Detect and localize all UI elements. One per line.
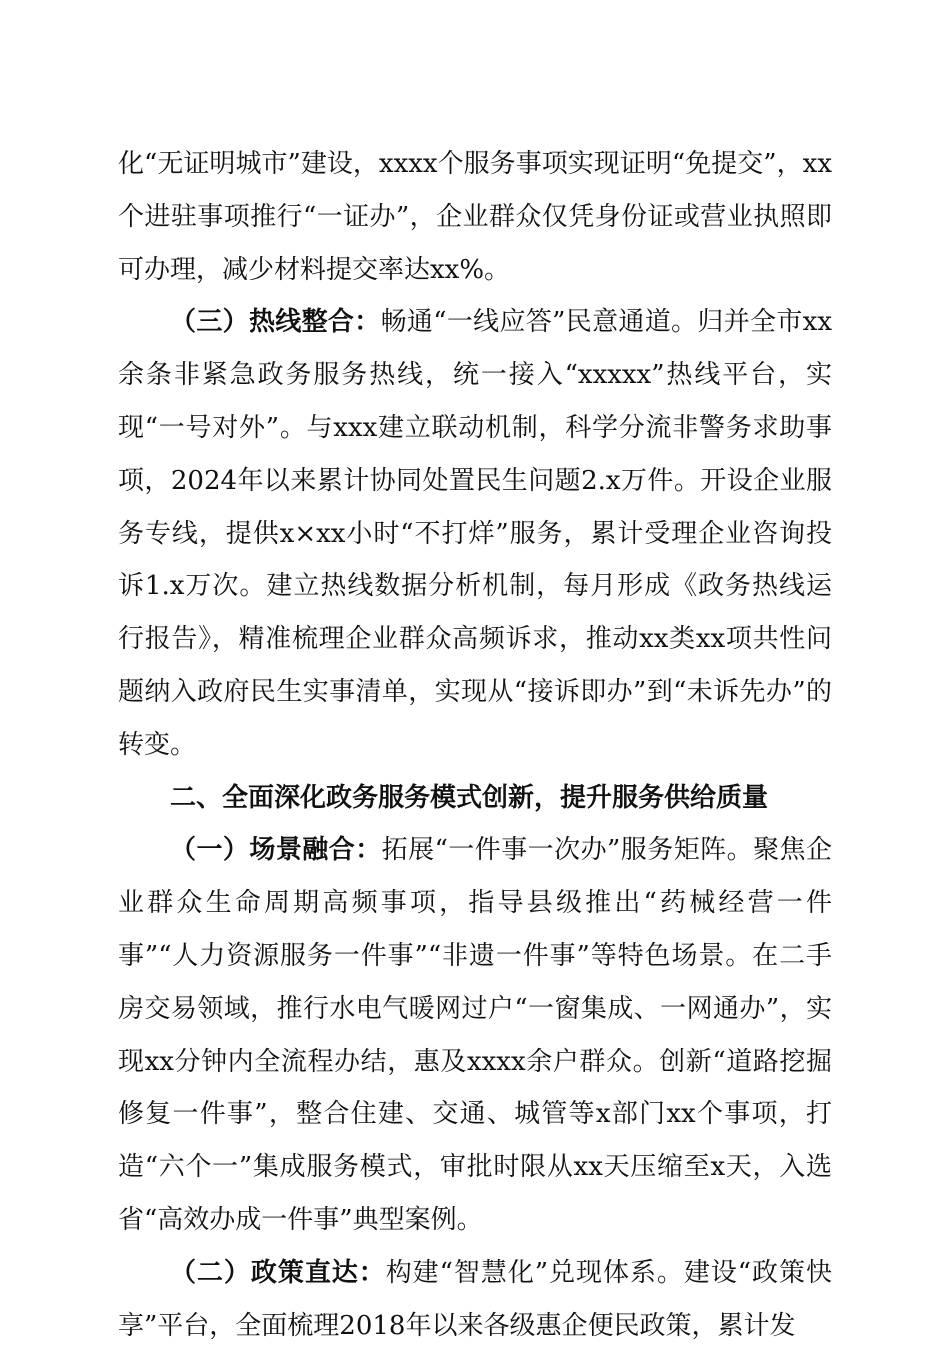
paragraph-scenario-integration bbox=[118, 824, 832, 1246]
paragraph-policy-delivery bbox=[118, 1247, 832, 1352]
paragraph-lead: （二）政策直达： bbox=[170, 1257, 386, 1288]
paragraph-text: 构建“智慧化”兑现体系。建设“政策快享”平台，全面梳理2018年以来各级惠企便民政策，累计发 bbox=[118, 1257, 832, 1341]
paragraph-lead: （三）热线整合： bbox=[170, 307, 381, 338]
paragraph-text: 化“无证明城市”建设，xxxx个服务事项实现证明“免提交”，xx个进驻事项推行“一证办”，企业群众仅凭身份证或营业执照即可办理，减少材料提交率达xx%。 bbox=[118, 149, 832, 285]
document-body bbox=[118, 138, 832, 1352]
paragraph-text: 畅通“一线应答”民意通道。归并全市xx余条非紧急政务服务热线，统一接入“xxxxx”热线平台，实现“一号对外”。与xxx建立联动机制，科学分流非警务求助事项，2024年以来累计协同处置民生问题2.x万件。开设企业服务专线，提供x×xx小时“不打烊”服务，累计受理企业咨询投诉1.x万次。建立热线数据分析机制，每月形成《政务热线运行报告》，精准梳理企业群众高频诉求，推动xx类xx项共性问题纳入政府民生实事清单，实现从“接诉即办”到“未诉先办”的转变。 bbox=[118, 307, 832, 760]
paragraph-hotline-integration bbox=[118, 296, 832, 771]
section-heading: 二、全面深化政务服务模式创新，提升服务供给质量 bbox=[170, 782, 769, 813]
paragraph-lead: （一）场景融合： bbox=[170, 835, 382, 866]
paragraph-continuation bbox=[118, 138, 832, 296]
paragraph-text: 拓展“一件事一次办”服务矩阵。聚焦企业群众生命周期高频事项，指导县级推出“药械经营一件事”“人力资源服务一件事”“非遗一件事”等特色场景。在二手房交易领域，推行水电气暖网过户“一窗集成、一网通办”，实现xx分钟内全流程办结，惠及xxxx余户群众。创新“道路挖掘修复一件事”，整合住建、交通、城管等x部门xx个事项，打造“六个一”集成服务模式，审批时限从xx天压缩至x天，入选省“高效办成一件事”典型案例。 bbox=[118, 835, 832, 1235]
